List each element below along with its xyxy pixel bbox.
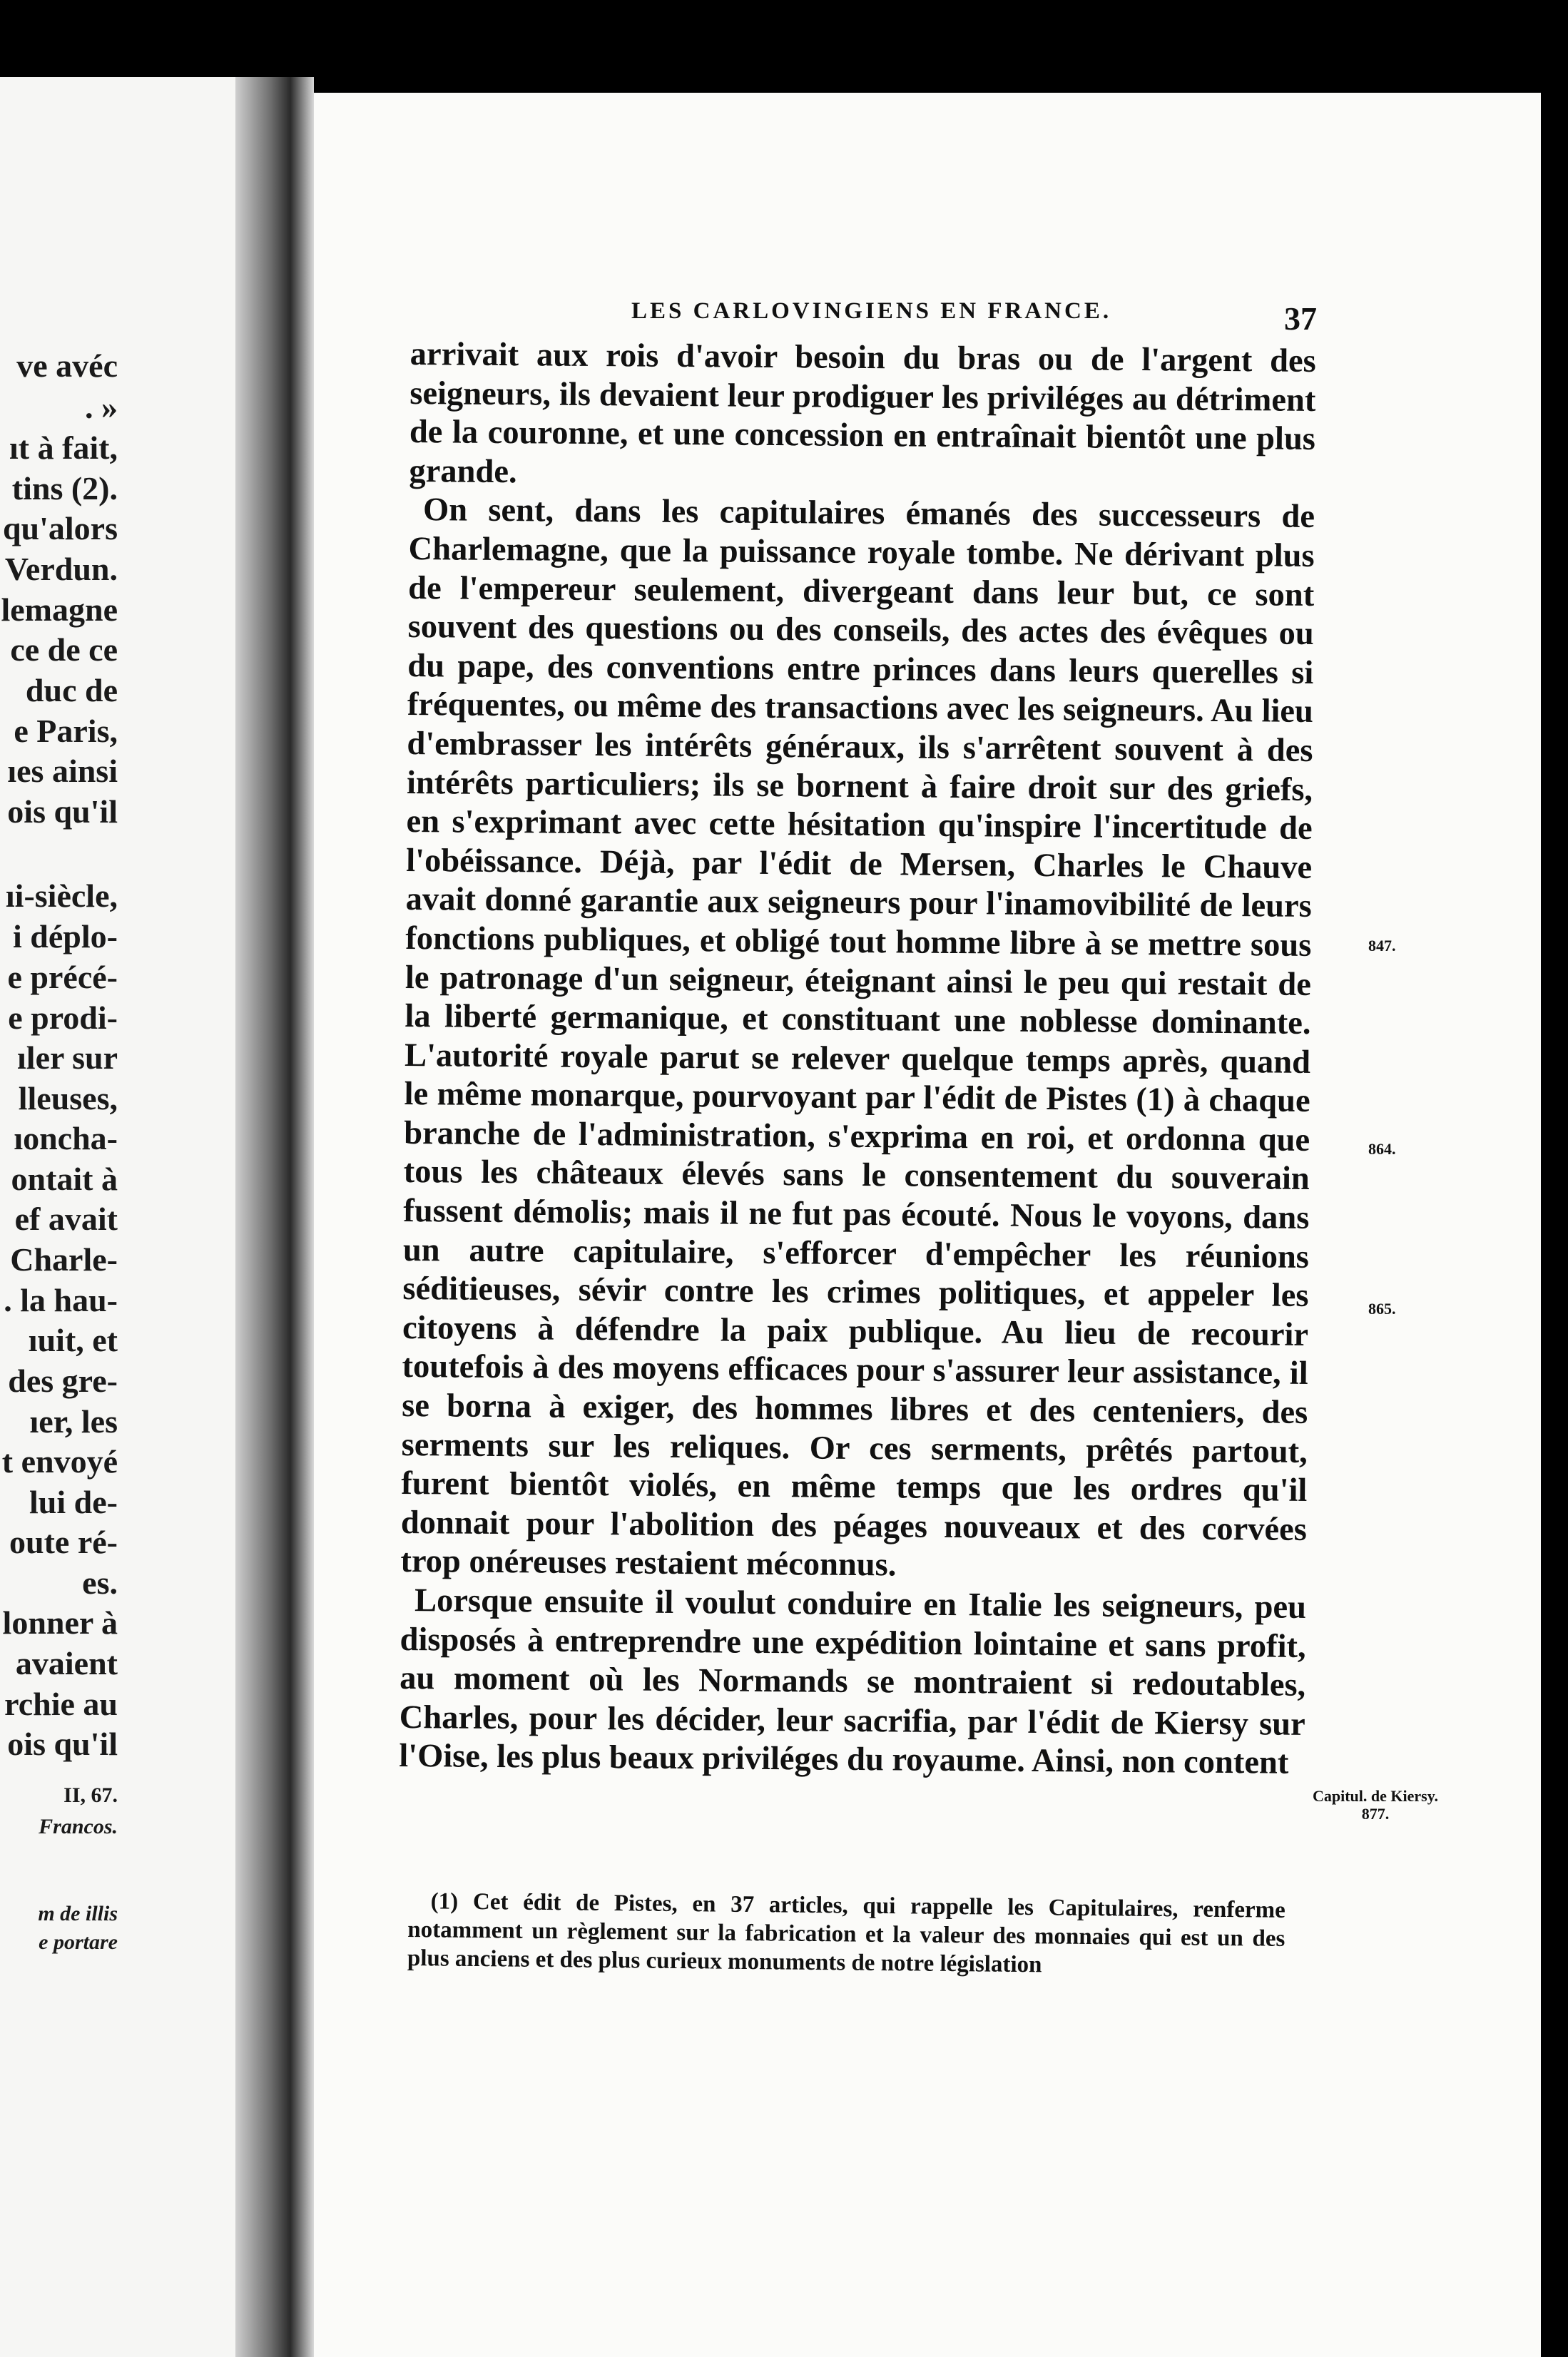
left-page-line: qu'alors bbox=[2, 510, 118, 546]
running-head: LES CARLOVINGIENS EN FRANCE. bbox=[631, 298, 1112, 324]
left-page-line: ef avait bbox=[14, 1201, 118, 1237]
paragraph: arrivait aux rois d'avoir besoin du bras ou de l'argent des seigneurs, ils devaient leur prodiguer les priviléges au détriment de la couronne, et une concession en entraînait bientôt une plus grande. bbox=[409, 335, 1316, 490]
left-page-line: i déplo- bbox=[13, 918, 118, 954]
left-page-line: Verdun. bbox=[4, 551, 118, 587]
left-page-line: lemagne bbox=[1, 591, 118, 628]
left-page-line: ıoncha- bbox=[14, 1120, 118, 1156]
margin-note-reference: Capitul. de Kiersy. 877. bbox=[1312, 1787, 1438, 1823]
left-page-line: oute ré- bbox=[9, 1524, 118, 1560]
footnote bbox=[407, 1887, 1286, 1982]
left-page-line: t envoyé bbox=[1, 1443, 118, 1480]
left-page-line: tins (2). bbox=[11, 470, 118, 506]
left-page-footnote-line: II, 67. bbox=[63, 1783, 118, 1807]
left-page-line: Charle- bbox=[10, 1241, 118, 1278]
left-page-line: ıt à fait, bbox=[9, 429, 118, 466]
left-page-line: . » bbox=[85, 389, 118, 425]
left-page-quote-line: m de illis bbox=[38, 1902, 118, 1925]
book-gutter bbox=[235, 77, 314, 2357]
left-page-line: e précé- bbox=[7, 959, 118, 995]
left-page-line: lui de- bbox=[29, 1484, 118, 1520]
left-page-line: e prodi- bbox=[8, 999, 118, 1036]
left-page-line: ıler sur bbox=[17, 1039, 118, 1076]
paragraph: On sent, dans les capitulaires émanés des successeurs de Charlemagne, que la puissance royale tombe. Ne dérivant plus de l'empereur seulement, divergeant dans leur but, ce sont souvent des questions ou des conseils, des actes des évêques ou du pape, des conventions entre princes dans leurs querelles si fréquentes, ou même des transactions avec les seigneurs. Au lieu d'embrasser les intérêts généraux, ils s'arrêtent souvent à des intérêts particuliers; ils se bornent à faire droit sur des griefs, en s'exprimant avec cette hésitation qu'inspire l'incertitude de l'obéissance. Déjà, par l'édit de Mersen, Charles le Chauve avait donné garantie aux seigneurs pour l'inamovibilité de leurs fonctions publiques, et obligé tout homme libre à se mettre sous le patronage d'un seigneur, éteignant ainsi le peu qui restait de la liberté germanique, et constituant une noblesse dominante. L'autorité royale parut se relever quelque temps après, quand le même monarque, pourvoyant par l'édit de Pistes (1) à chaque branche de l'administration, s'exprima en roi, et ordonna que tous les châteaux élevés sans le consentement du souverain fussent démolis; mais il ne fut pas écouté. Nous le voyons, dans un autre capitulaire, s'efforcer d'empêcher les réunions séditieuses, sévir contre les crimes politiques, et appeler les citoyens à défendre la paix publique. Au lieu de recourir toutefois à des moyens efficaces pour s'assurer leur assistance, il se borna à exiger, des hommes libres et des centeniers, des serments sur les reliques. Or ces serments, prêtés partout, furent bientôt violés, en même temps que les ordres qu'il donnait pour l'abolition des péages nouveaux et des corvées trop onéreuses restaient méconnus. bbox=[400, 492, 1315, 1584]
footnote-text: (1) Cet édit de Pistes, en 37 articles, qui rappelle les Capitulaires, renferme notamment un règlement sur la fabrication et la valeur des monnaies qui est un des plus anciens et des plus curieux monuments de notre législation bbox=[407, 1888, 1286, 1978]
left-page-line: ıuit, et bbox=[28, 1322, 118, 1358]
left-page-line: avaient bbox=[15, 1645, 118, 1681]
left-page-quote-line: e portare bbox=[39, 1930, 118, 1954]
left-page-line: lonner à bbox=[2, 1604, 118, 1641]
left-page-line: lleuses, bbox=[18, 1080, 118, 1116]
left-page-line: ois qu'il bbox=[7, 1726, 118, 1762]
left-page-line: des gre- bbox=[8, 1363, 118, 1399]
margin-note-date: 864. bbox=[1368, 1140, 1396, 1158]
margin-note-date: 865. bbox=[1368, 1300, 1396, 1318]
left-page-line: ontait à bbox=[11, 1161, 118, 1197]
left-page-line: ıi-siècle, bbox=[5, 877, 118, 914]
left-page-line: duc de bbox=[25, 672, 118, 708]
left-page-footnote-line: Francos. bbox=[39, 1815, 118, 1838]
paragraph: Lorsque ensuite il voulut conduire en Italie les seigneurs, peu disposés à entreprendre une expédition lointaine et sans profit, au moment où les Normands se montraient si redoutables, Charles, pour les décider, leur sacrifia, par l'édit de Kiersy sur l'Oise, les plus beaux priviléges du royaume. Ainsi, non content bbox=[399, 1582, 1307, 1782]
left-page-line: . la hau- bbox=[4, 1282, 118, 1318]
left-page-line: es. bbox=[82, 1564, 118, 1601]
left-page-line: ce de ce bbox=[10, 631, 118, 668]
page-edge bbox=[1541, 93, 1568, 2357]
left-page-line: ıes ainsi bbox=[7, 753, 118, 789]
left-page-line: e Paris, bbox=[14, 713, 118, 749]
left-page-line: ois qu'il bbox=[7, 793, 118, 830]
left-page-line: ve avéc bbox=[16, 347, 118, 384]
left-page-line: rchie au bbox=[4, 1686, 118, 1722]
page-number: 37 bbox=[1284, 300, 1317, 337]
left-page-line: ıer, les bbox=[29, 1403, 118, 1440]
body-text bbox=[399, 335, 1316, 1783]
margin-note-date: 847. bbox=[1368, 937, 1396, 954]
